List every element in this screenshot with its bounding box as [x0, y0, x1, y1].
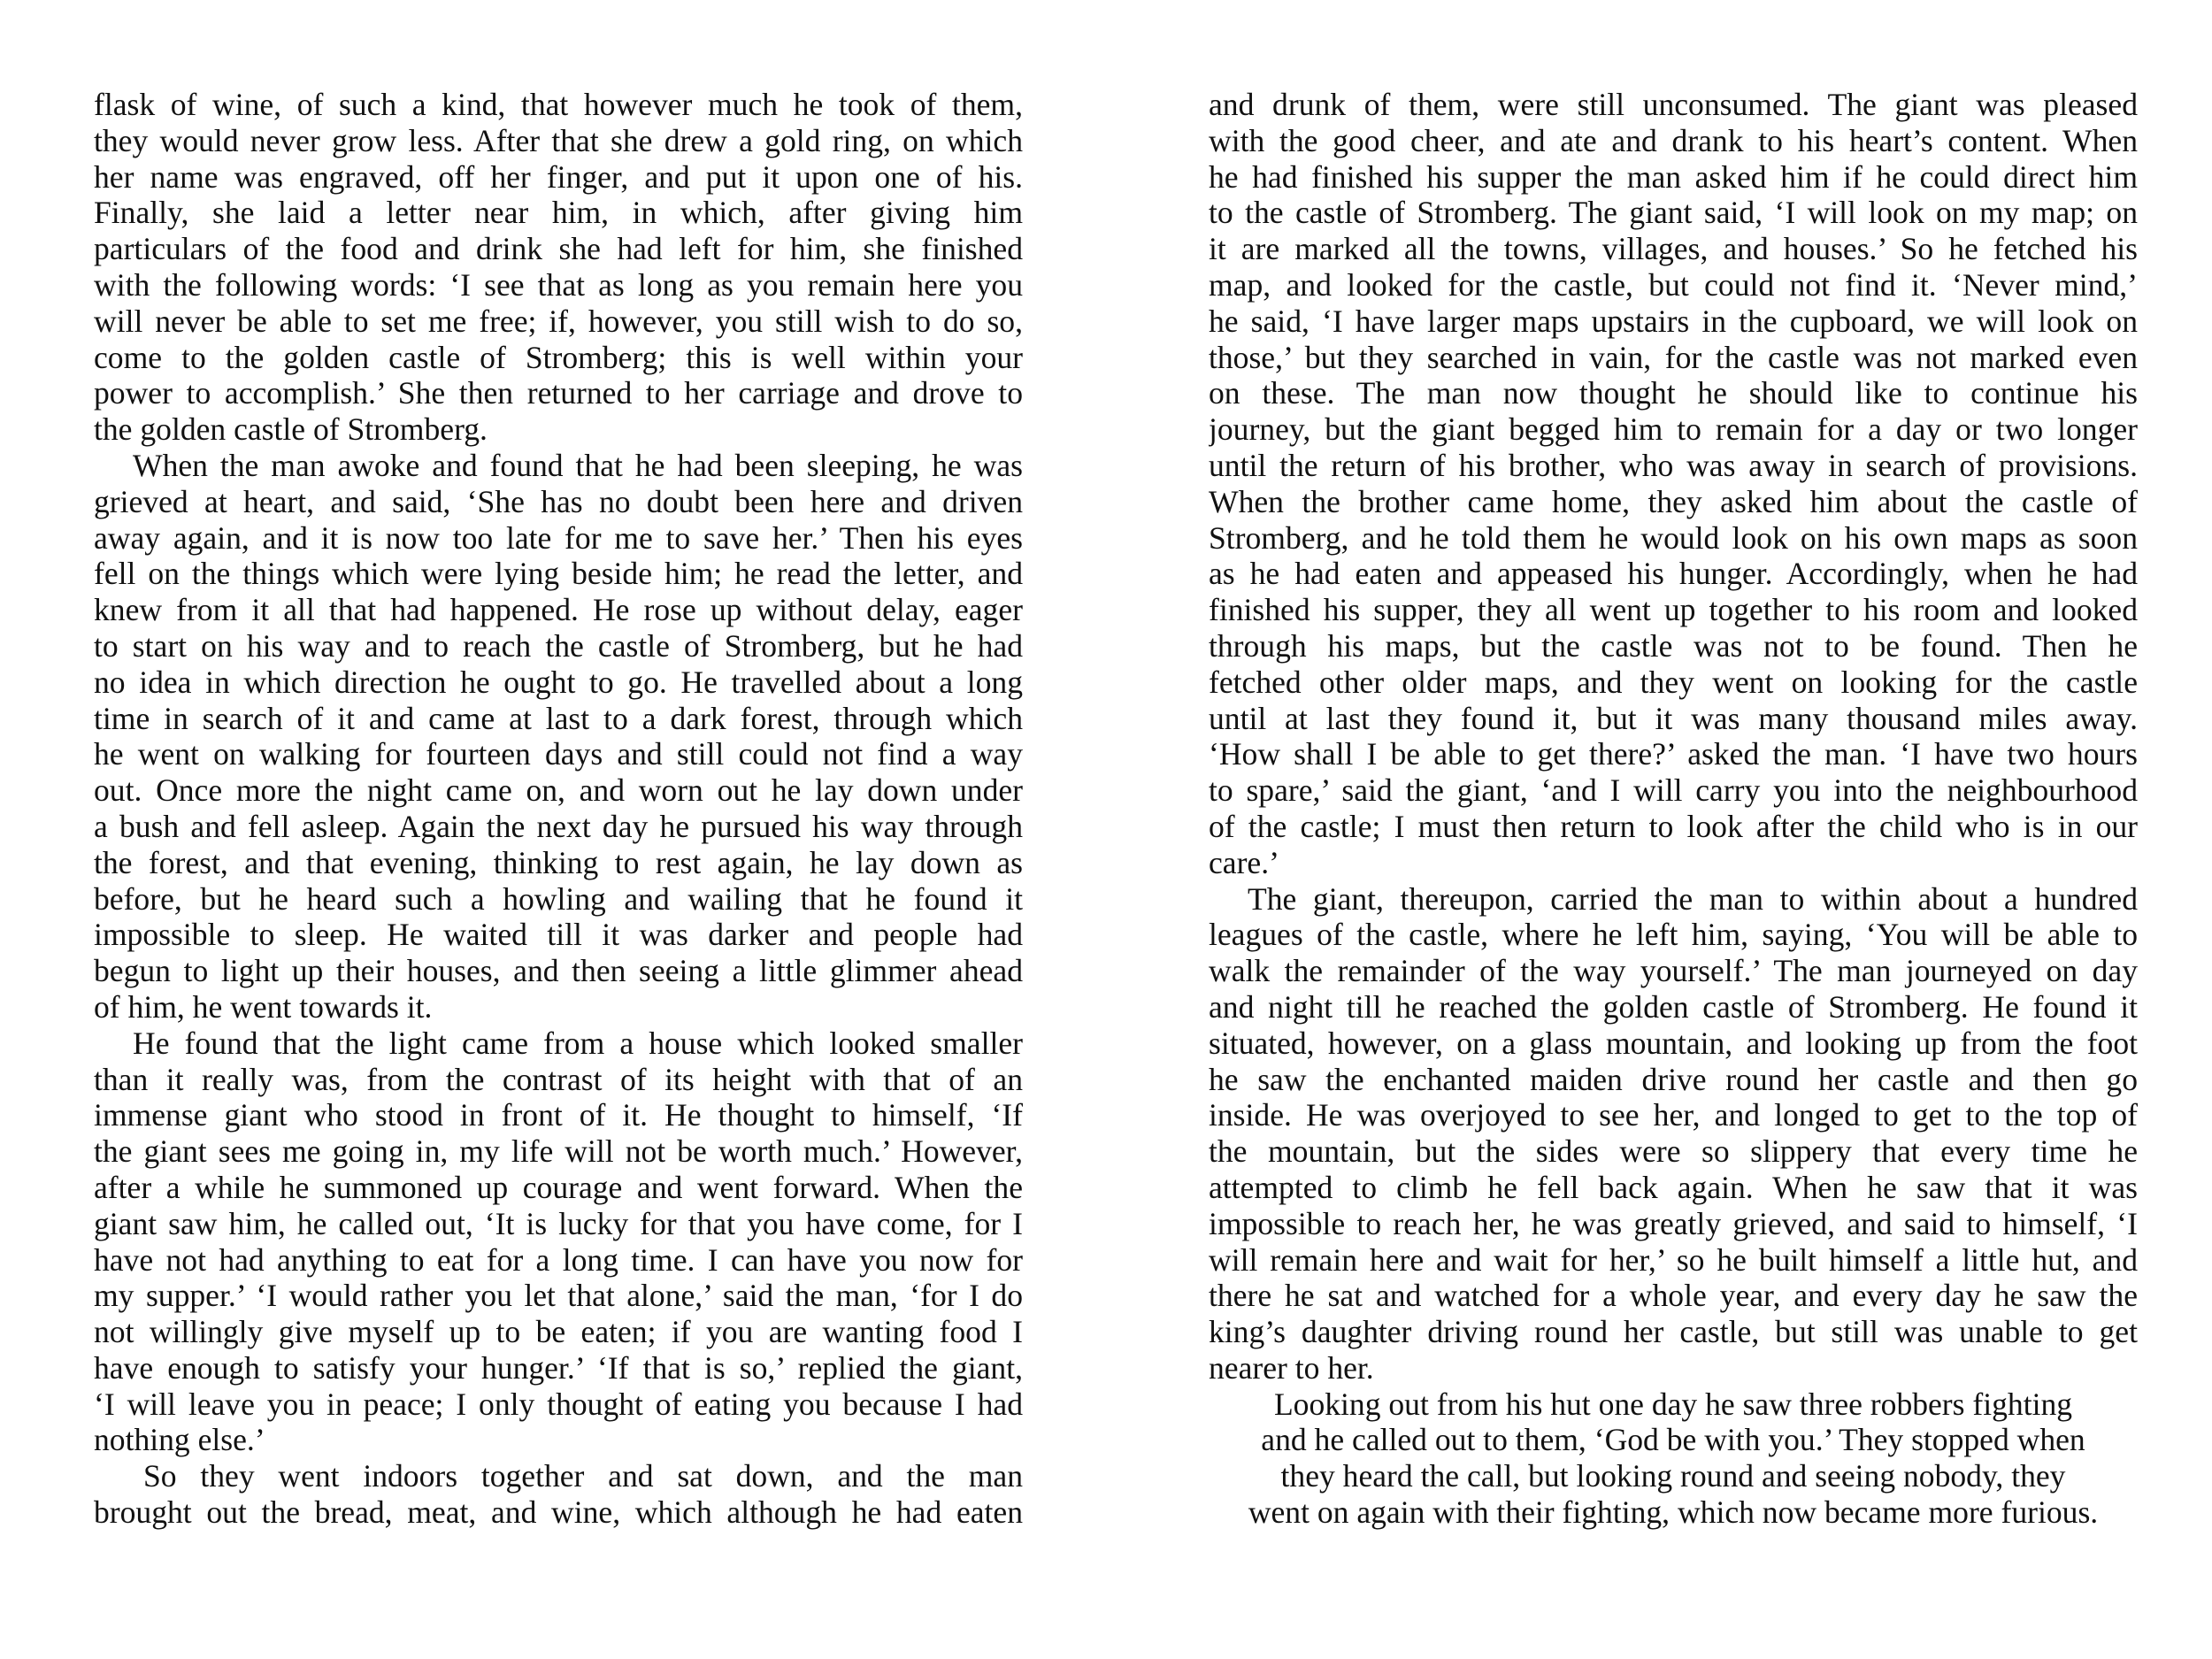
paragraph-start: When the man awoke and found that he had been sleeping, he was: [133, 447, 1023, 483]
text-line: those,’ but they searched in vain, for the castle was not marked even: [1209, 339, 2138, 375]
text-line: he said, ‘I have larger maps upstairs in the cupboard, we will look on: [1209, 303, 2138, 339]
text-line: immense giant who stood in front of it. He thought to himself, ‘If: [94, 1097, 1023, 1133]
text-line: journey, but the giant begged him to remain for a day or two longer: [1209, 411, 2138, 448]
text-line: out. Once more the night came on, and worn out he lay down under: [94, 772, 1023, 809]
text-line: have not had anything to eat for a long time. I can have you now for: [94, 1241, 1023, 1278]
text-line: will never be able to set me free; if, however, you still wish to do so,: [94, 303, 1023, 339]
text-line: finished his supper, they all went up together to his room and looked: [1209, 592, 2138, 628]
text-line: as he had eaten and appeased his hunger. Accordingly, when he had: [1209, 556, 2138, 592]
text-line: with the following words: ‘I see that as long as you remain here you: [94, 266, 1023, 303]
text-line: impossible to reach her, he was greatly grieved, and said to himself, ‘I: [1209, 1205, 2138, 1241]
text-line: fell on the things which were lying beside him; he read the letter, and: [94, 556, 1023, 592]
text-line: there he sat and watched for a whole year, and every day he saw the: [1209, 1278, 2138, 1314]
text-line: ‘How shall I be able to get there?’ asked the man. ‘I have two hours: [1209, 736, 2138, 772]
text-line: flask of wine, of such a kind, that however much he took of them,: [94, 87, 1023, 122]
text-line: he went on walking for fourteen days and still could not find a way: [94, 736, 1023, 772]
text-line: will remain here and wait for her,’ so he built himself a little hut, and: [1209, 1241, 2138, 1278]
right-page: [1209, 87, 2138, 1591]
text-line: with the good cheer, and ate and drank to his heart’s content. When: [1209, 122, 2138, 158]
text-line: went on again with their fighting, which now became more furious.: [1248, 1494, 2099, 1531]
text-line: before, but he heard such a howling and wailing that he found it: [94, 880, 1023, 917]
text-line: attempted to climb he fell back again. When he saw that it was: [1209, 1169, 2138, 1205]
text-line: grieved at heart, and said, ‘She has no doubt been here and driven: [94, 483, 1023, 519]
text-line: Stromberg, and he told them he would look on his own maps as soon: [1209, 519, 2138, 556]
text-line: on these. The man now thought he should like to continue his: [1209, 375, 2138, 411]
text-line: than it really was, from the contrast of its height with that of an: [94, 1061, 1023, 1097]
text-line: particulars of the food and drink she had left for him, she finished: [94, 231, 1023, 267]
text-line: a bush and fell asleep. Again the next day he pursued his way through: [94, 808, 1023, 844]
text-line: giant saw him, he called out, ‘It is lucky for that you have come, for I: [94, 1205, 1023, 1241]
text-line: have enough to satisfy your hunger.’ ‘If that is so,’ replied the giant,: [94, 1349, 1023, 1386]
text-line: the mountain, but the sides were so slippery that every time he: [1209, 1133, 2138, 1170]
text-line: and night till he reached the golden castle of Stromberg. He found it: [1209, 988, 2138, 1025]
text-line: inside. He was overjoyed to see her, and longed to get to the top of: [1209, 1097, 2138, 1133]
text-line: the giant sees me going in, my life will not be worth much.’ However,: [94, 1133, 1023, 1170]
text-line: he had finished his supper the man asked him if he could direct him: [1209, 158, 2138, 195]
text-line: When the brother came home, they asked him about the castle of: [1209, 483, 2138, 519]
text-line: they heard the call, but looking round and seeing nobody, they: [1280, 1458, 2066, 1494]
paragraph-start: So they went indoors together and sat down, and the man: [143, 1458, 1023, 1494]
text-line: situated, however, on a glass mountain, and looking up from the foot: [1209, 1025, 2138, 1061]
text-line: to spare,’ said the giant, ‘and I will carry you into the neighbourhood: [1209, 772, 2138, 809]
text-line: not willingly give myself up to be eaten; if you are wanting food I: [94, 1314, 1023, 1350]
text-line: until the return of his brother, who was away in search of provisions.: [1209, 447, 2138, 483]
text-line: Finally, she laid a letter near him, in which, after giving him: [94, 195, 1023, 231]
text-line: through his maps, but the castle was not to be found. Then he: [1209, 627, 2138, 664]
paragraph-start: Looking out from his hut one day he saw three robbers fighting: [1273, 1386, 2073, 1422]
text-line: walk the remainder of the way yourself.’ The man journeyed on day: [1209, 953, 2138, 989]
text-line: ‘I will leave you in peace; I only thought of eating you because I had: [94, 1386, 1023, 1422]
text-line: begun to light up their houses, and then seeing a little glimmer ahead: [94, 953, 1023, 989]
text-line: brought out the bread, meat, and wine, which although he had eaten: [94, 1494, 1023, 1531]
text-line: king’s daughter driving round her castle, but still was unable to get: [1209, 1314, 2138, 1350]
text-line: her name was engraved, off her finger, and put it upon one of his.: [94, 158, 1023, 195]
text-line: nearer to her.: [1209, 1349, 1374, 1386]
paragraph-start: The giant, thereupon, carried the man to within about a hundred: [1248, 880, 2138, 917]
text-line: nothing else.’: [94, 1422, 265, 1458]
text-line: the golden castle of Stromberg.: [94, 411, 488, 448]
text-line: until at last they found it, but it was many thousand miles away.: [1209, 700, 2138, 736]
text-line: care.’: [1209, 844, 1279, 880]
text-line: he saw the enchanted maiden drive round her castle and then go: [1209, 1061, 2138, 1097]
text-line: they would never grow less. After that she drew a gold ring, on which: [94, 122, 1023, 158]
text-line: the forest, and that evening, thinking to rest again, he lay down as: [94, 844, 1023, 880]
text-line: of the castle; I must then return to look after the child who is in our: [1209, 808, 2138, 844]
text-line: to the castle of Stromberg. The giant said, ‘I will look on my map; on: [1209, 195, 2138, 231]
text-line: impossible to sleep. He waited till it was darker and people had: [94, 917, 1023, 953]
text-line: and drunk of them, were still unconsumed. The giant was pleased: [1209, 87, 2138, 122]
text-line: away again, and it is now too late for me to save her.’ Then his eyes: [94, 519, 1023, 556]
text-line: my supper.’ ‘I would rather you let that alone,’ said the man, ‘for I do: [94, 1278, 1023, 1314]
text-line: map, and looked for the castle, but could not find it. ‘Never mind,’: [1209, 266, 2138, 303]
text-line: fetched other older maps, and they went on looking for the castle: [1209, 664, 2138, 700]
text-line: it are marked all the towns, villages, and houses.’ So he fetched his: [1209, 231, 2138, 267]
text-line: come to the golden castle of Stromberg; this is well within your: [94, 339, 1023, 375]
text-line: time in search of it and came at last to a dark forest, through which: [94, 700, 1023, 736]
text-line: no idea in which direction he ought to go. He travelled about a long: [94, 664, 1023, 700]
text-line: after a while he summoned up courage and went forward. When the: [94, 1169, 1023, 1205]
text-line: to start on his way and to reach the castle of Stromberg, but he had: [94, 627, 1023, 664]
text-line: and he called out to them, ‘God be with you.’ They stopped when: [1261, 1422, 2085, 1458]
left-page: [94, 87, 1023, 1591]
text-line: of him, he went towards it.: [94, 988, 433, 1025]
text-line: knew from it all that had happened. He rose up without delay, eager: [94, 592, 1023, 628]
text-line: leagues of the castle, where he left him, saying, ‘You will be able to: [1209, 917, 2138, 953]
text-line: power to accomplish.’ She then returned to her carriage and drove to: [94, 375, 1023, 411]
paragraph-start: He found that the light came from a house which looked smaller: [133, 1025, 1023, 1061]
